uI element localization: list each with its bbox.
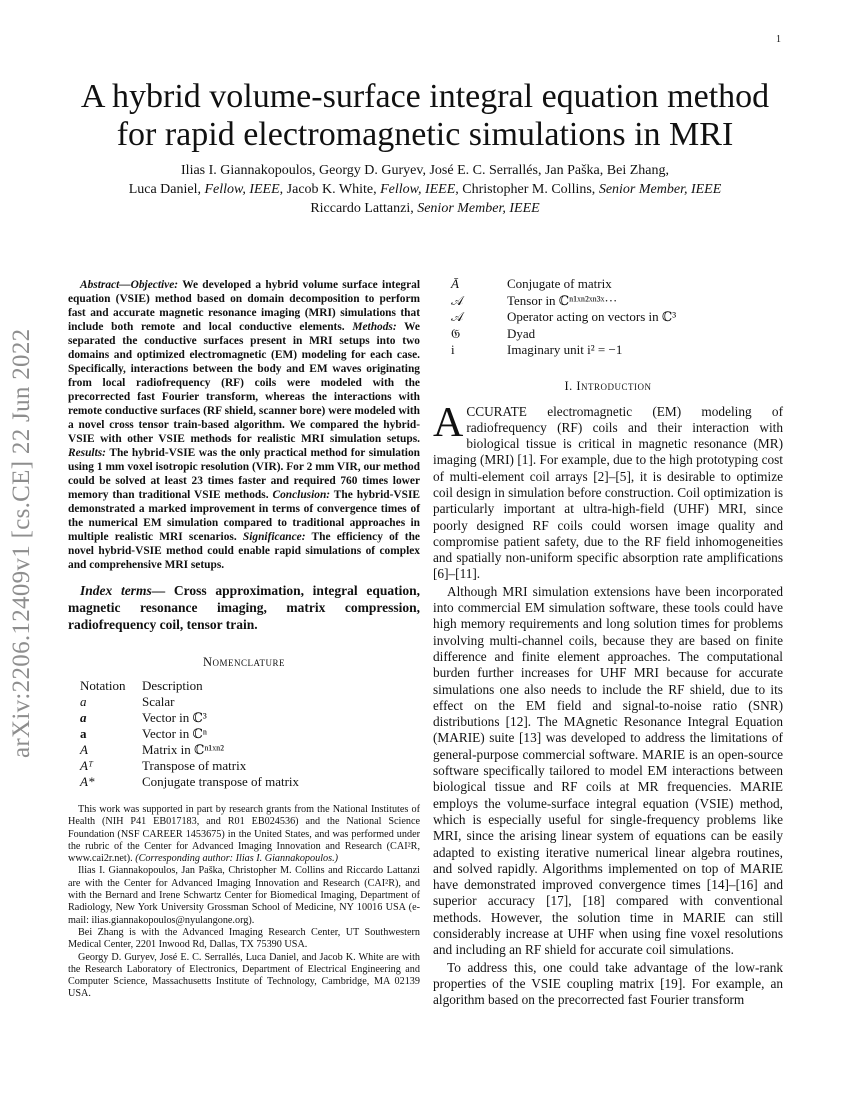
table-row: i Imaginary unit i² = −1	[451, 342, 623, 357]
arxiv-stamp[interactable]: arXiv:2206.12409v1 [cs.CE] 22 Jun 2022	[8, 328, 35, 758]
nomenclature-table-continued	[451, 276, 676, 359]
page-number: 1	[776, 34, 781, 45]
table-row: a Vector in ℂⁿ	[80, 726, 207, 741]
abstract: Abstract—Objective: We developed a hybrid volume surface integral equation (VSIE) method based on domain decomposition to perform fast and accurate magnetic resonance imaging (MRI) simulations that include both remote and local conductive elements. Methods: We separated the conductive surfaces present in MRI setups into two domains and optimized electromagnetic (EM) modeling for each case. Specifically, interactions between the body and EM waves originating from local radiofrequency (RF) coils were modeled with the precorrected fast Fourier transform, whereas the interactions with remote conductive surfaces (RF shield, scanner bore) were modeled with a novel cross tensor train-based algorithm. We compared the hybrid-VSIE with other VSIE methods for realistic MRI simulation setups. Results: The hybrid-VSIE was the only practical method for simulation using 1 mm voxel isotropic resolution (VIR). For 2 mm VIR, our method could be solved at least 23 times faster and required 760 times lower memory than traditional VSIE methods. Conclusion: The hybrid-VSIE demonstrated a marked improvement in terms of convergence times of the numerical EM simulation compared to traditional approaches in multiple realistic MRI scenarios. Significance: The efficiency of the novel hybrid-VSIE method could enable rapid simulations of complex and comprehensive MRI setups.	[68, 279, 420, 571]
author-line-1: Ilias I. Giannakopoulos, Georgy D. Guryev, José E. C. Serrallés, Jan Paška, Bei Zhang,	[181, 163, 669, 178]
table-row: Notation Description	[80, 678, 203, 693]
table-row: 𝔊 Dyad	[451, 325, 536, 341]
intro-paragraph: To address this, one could take advantage of the low-rank properties of the VSIE coupling matrix [19]. For example, an algorithm based on the precorrected fast Fourier transform	[433, 959, 783, 1008]
table-row: A* Conjugate transpose of matrix	[80, 774, 300, 789]
author-list	[60, 161, 790, 218]
right-column	[433, 276, 783, 1008]
intro-paragraph: ACCURATE electromagnetic (EM) modeling of radiofrequency (RF) coils and their interaction with biological tissue is critical in magnetic resonance (MR) imaging (MRI) [1]. For example, due to the high prototyping cost of multi-element coil arrays [2]–[5], it is desirable to optimize coil design in simulation before construction. Coil optimization is particularly important at ultra-high-field (UHF) MRI, since poorly designed RF coils could worsen image quality and compromise patient safety, due to the RF field inhomogeneities and spatially non-uniform specific absorption rate amplifications [6]–[11].	[433, 399, 783, 582]
nomenclature-heading: Nomenclature	[202, 655, 286, 669]
footnotes	[68, 804, 420, 1001]
table-row: Ā Conjugate of matrix	[451, 276, 612, 291]
left-column	[68, 278, 420, 1001]
index-terms: Index terms— Cross approximation, integral equation, magnetic resonance imaging, matrix compression, radiofrequency coil, tensor train.	[68, 583, 420, 632]
table-row: a Scalar	[80, 694, 175, 709]
table-row: A Matrix in ℂⁿ¹ˣⁿ²	[80, 742, 225, 757]
nomenclature-table	[80, 678, 299, 790]
section-heading-introduction: I. Introduction	[564, 378, 652, 393]
drop-cap: A	[433, 399, 464, 446]
intro-paragraph: Although MRI simulation extensions have been incorporated into commercial EM simulation software, these tools could have high memory requirements and long solution times for problems involving multi-channel coils, because they are based on finite difference and finite element approaches. The computational burden further increases for UHF MRI because for accurate simulations one also needs to include the RF shield, due to its effect on the EM field and signal-to-noise ratio (SNR) distributions [12]. The MAgnetic Resonance Integral Equation (MARIE) suite [13] was developed to address the limitations of general-purpose commercial software. MARIE is an open-source software specifically tailored to model EM interactions between biological tissue and RF coils at MR frequencies. MARIE employs the volume-surface integral equation (VSIE) method, which is especially useful for single-frequency problems like MRI, since the arising linear system of equations can be easily adapted to existing iterative numerical linear algebra routines, and solved rapidly. Algorithms implemented on top of MARIE have demonstrated improved convergence times [14]–[16] and superior accuracy [17], [18] compared with conventional methods. However, the solution time in MARIE can still considerably increase at UHF when using fine voxel resolutions and including an RF shield for accurate coil simulations.	[433, 583, 783, 958]
footnote-funding: This work was supported in part by research grants from the National Institutes of Health (NIH P41 EB017183, and R01 EB024536) and the National Science Foundation (NSF CAREER 1453675) in the United States, and was performed under the rubric of the Center for Advanced Imaging Innovation and Research (CAI²R, www.cai2r.net). (Corresponding author: Ilias I. Giannakopoulos.)	[68, 804, 420, 865]
table-row: a Vector in ℂ³	[80, 710, 207, 725]
footnote-affiliation: Georgy D. Guryev, José E. C. Serrallés, Luca Daniel, and Jacob K. White are with the Research Laboratory of Electronics, Department of Electrical Engineering and Computer Science, Massachusetts Institute of Technology, Cambridge, MA 02139 USA.	[68, 951, 420, 1000]
table-row: 𝒜 Tensor in ℂⁿ¹ˣⁿ²ˣⁿ³ˣ···	[451, 292, 618, 308]
table-row: Aᵀ Transpose of matrix	[80, 758, 247, 773]
author-line-3: Riccardo Lattanzi, Senior Member, IEEE	[310, 201, 540, 216]
paper-title: A hybrid volume-surface integral equation method for rapid electromagnetic simulations in MRI	[80, 78, 770, 153]
table-row: 𝒜 Operator acting on vectors in ℂ³	[451, 309, 677, 324]
author-line-2: Luca Daniel, Fellow, IEEE, Jacob K. White, Fellow, IEEE, Christopher M. Collins, Senior Member, IEEE	[128, 182, 722, 197]
footnote-affiliation: Ilias I. Giannakopoulos, Jan Paška, Christopher M. Collins and Riccardo Lattanzi are with the Center for Advanced Imaging Innovation and Research (CAI²R), and with the Bernard and Irene Schwartz Center for Biomedical Imaging, Department of Radiology, New York University Grossman School of Medicine, NY 10016 USA (e-mail: ilias.giannakopoulos@nyulangone.org).	[68, 865, 420, 926]
footnote-affiliation: Bei Zhang is with the Advanced Imaging Research Center, UT Southwestern Medical Center, 2201 Inwood Rd, Dallas, TX 75390 USA.	[68, 926, 420, 951]
